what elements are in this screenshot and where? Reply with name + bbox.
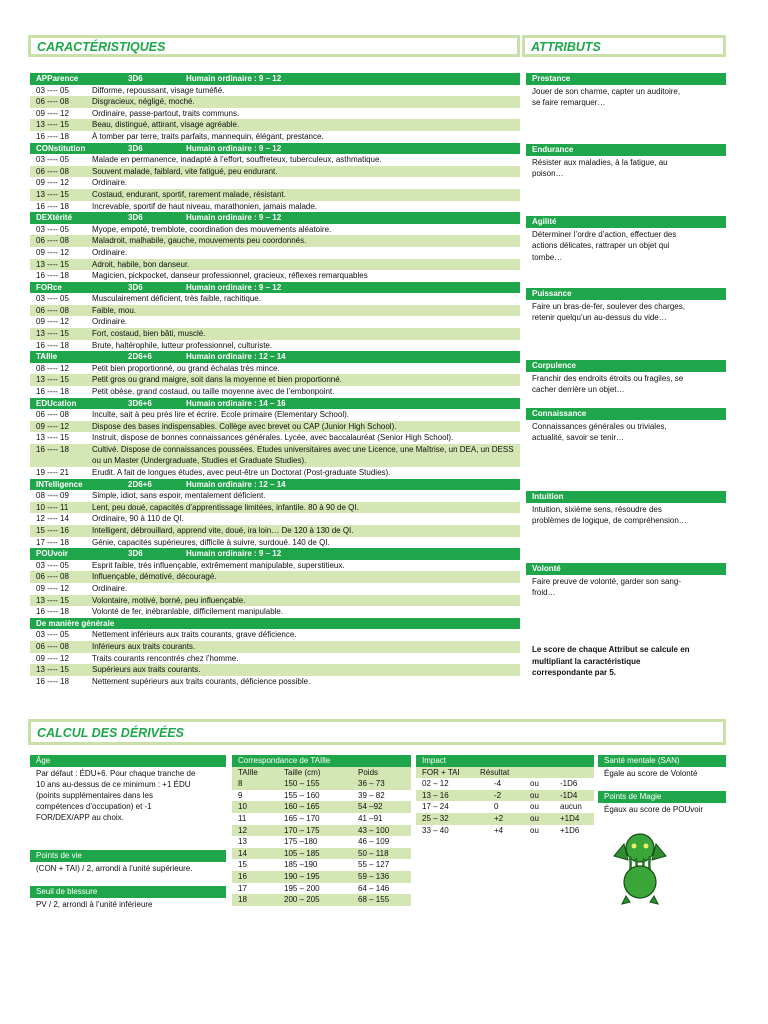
score-range: 09 ---- 12 [36, 108, 69, 118]
attribute-box [526, 216, 726, 263]
attribute-box [526, 563, 726, 599]
characteristic-row [30, 386, 520, 398]
characteristic-row [30, 583, 520, 595]
attribute-box [526, 491, 726, 527]
attribute-description: Résister aux maladies, à la fatigue, au poison… [532, 157, 668, 179]
characteristic-header [30, 143, 520, 155]
score-range: 06 ---- 08 [36, 166, 69, 176]
score-description: Erudit. A fait de longues études, avec peut-être un Doctorat (Post-graduate Studies). [92, 468, 391, 477]
characteristic-header [30, 282, 520, 294]
score-range: 17 ---- 18 [36, 537, 69, 547]
characteristic-name: CONstitution [36, 143, 86, 153]
characteristic-row [30, 224, 520, 236]
impact-row [416, 813, 594, 825]
for-tai-header: FOR + TAI [422, 767, 460, 777]
score-range: 03 ---- 05 [36, 85, 69, 95]
for-tai-range: 13 – 16 [422, 790, 449, 800]
taille-row [232, 813, 411, 825]
characteristic-dice: 2D6+6 [128, 479, 152, 489]
attribute-description: Faire un bras-de-fer, soulever des charges, retenir quelqu’un au-dessus du vide… [532, 301, 685, 323]
impact-result: +4 [494, 825, 504, 835]
impact-row [416, 825, 594, 837]
impact-headers [416, 767, 594, 779]
attribute-box [526, 144, 726, 180]
seuil-title: Seuil de blessure [30, 886, 226, 898]
characteristic-row [30, 571, 520, 583]
score-description: Génie, capacités supérieures, difficile à suivre, surdoué. 140 de QI. [92, 537, 330, 547]
taille-row [232, 790, 411, 802]
score-description: Influençable, démotivé, découragé. [92, 572, 217, 582]
impact-row [416, 801, 594, 813]
characteristic-row [30, 606, 520, 618]
score-range: 13 ---- 15 [36, 120, 69, 130]
attribute-name: Connaissance [526, 408, 726, 420]
characteristic-row [30, 235, 520, 247]
for-tai-range: 33 – 40 [422, 825, 449, 835]
taille-cm: 170 – 175 [284, 825, 320, 835]
poids-value: 39 – 82 [358, 790, 385, 800]
characteristic-ordinary-range: Humain ordinaire : 9 – 12 [186, 213, 282, 223]
characteristic-row [30, 432, 520, 444]
taille-title: Correspondance de TAIlle [232, 755, 411, 767]
taille-cm: 200 – 205 [284, 895, 320, 905]
score-description: Simple, idiot, sans espoir, mentalement déficient. [92, 491, 266, 501]
poids-value: 50 – 118 [358, 848, 389, 858]
taille-col-header: TAIlle [238, 767, 258, 777]
age-text: Par défaut : ÉDU+6. Pour chaque tranche de 10 ans au-dessus de ce minimum : +1 ÉDU (points supplémentaires dans les compétences d’occupation) et -1 FOR/DEX/APP au choix. [36, 768, 196, 823]
taille-cm-header: Taille (cm) [284, 767, 321, 777]
taille-row [232, 848, 411, 860]
attribute-name: Agilité [526, 216, 726, 228]
score-description: Cultivé. Dispose de connaissances poussées. Etudes universitaires avec une Licence, une Maîtrise, un DEA, un DESS ou un Master (Undergraduate, Studies et Graduate Studies). [92, 445, 514, 465]
taille-table [232, 755, 411, 906]
characteristic-name: De manière générale [36, 618, 115, 628]
score-description: Volontaire, motivé, borné, peu influençable. [92, 595, 246, 605]
score-description: Ordinaire, passe-partout, traits communs. [92, 108, 240, 118]
characteristic-header [30, 548, 520, 560]
score-range: 09 ---- 12 [36, 178, 69, 188]
magie-title: Points de Magie [598, 791, 726, 803]
characteristic-row [30, 363, 520, 375]
score-description: Inférieurs aux traits courants. [92, 641, 196, 651]
poids-value: 55 – 127 [358, 860, 390, 870]
score-range: 15 ---- 16 [36, 525, 69, 535]
characteristic-header [30, 398, 520, 410]
score-description: Petit obèse, grand costaud, ou taille moyenne avec de l’embonpoint. [92, 387, 335, 397]
score-description: Petit gros ou grand maigre, soit dans la moyenne et bien proportionné. [92, 375, 342, 385]
characteristic-name: FORce [36, 282, 62, 292]
impact-dice: +1D4 [560, 813, 580, 823]
score-range: 16 ---- 18 [36, 201, 69, 211]
taille-row [232, 801, 411, 813]
characteristic-dice: 3D6 [128, 213, 143, 223]
taille-cm: 150 – 155 [284, 779, 320, 789]
impact-dice: -1D6 [560, 779, 578, 789]
score-description: Malade en permanence, inadapté à l’effort, souffreteux, tuberculeux, asthmatique. [92, 155, 382, 165]
characteristic-row [30, 409, 520, 421]
impact-row [416, 790, 594, 802]
score-description: Myope, empoté, tremblote, coordination des mouvements aléatoire. [92, 224, 332, 234]
taille-value: 8 [238, 779, 243, 789]
attribute-name: Prestance [526, 73, 726, 85]
attribute-description: Déterminer l’ordre d’action, effectuer des actions délicates, rattraper un objet qui tombe… [532, 229, 677, 262]
characteristic-header [30, 351, 520, 363]
score-description: À tomber par terre, traits parfaits, mannequin, élégant, prestance. [92, 131, 324, 141]
score-description: Musculairement déficient, très faible, rachitique. [92, 294, 261, 304]
score-range: 03 ---- 05 [36, 155, 69, 165]
characteristic-header [30, 618, 520, 630]
characteristic-name: DEXtérité [36, 213, 73, 223]
characteristic-row [30, 305, 520, 317]
score-description: Ordinaire, 90 à 110 de QI. [92, 514, 184, 524]
score-description: Difforme, repoussant, visage tuméfié. [92, 85, 225, 95]
score-description: Intelligent, débrouillard, apprend vite, doué, ira loin… De 120 à 130 de QI. [92, 525, 354, 535]
score-range: 03 ---- 05 [36, 630, 69, 640]
score-range: 06 ---- 08 [36, 97, 69, 107]
characteristic-ordinary-range: Humain ordinaire : 9 – 12 [186, 549, 282, 559]
taille-value: 13 [238, 837, 247, 847]
score-description: Instruit, dispose de bonnes connaissances générales. Lycée, avec baccalauréat (Senior High School). [92, 433, 454, 443]
score-description: Brute, haltérophile, lutteur professionnel, culturiste. [92, 340, 273, 350]
characteristic-ordinary-range: Humain ordinaire : 14 – 16 [186, 398, 286, 408]
score-description: Disgracieux, négligé, moché. [92, 97, 195, 107]
characteristic-row [30, 340, 520, 352]
taille-row [232, 778, 411, 790]
attribute-description: Intuition, sixième sens, résoudre des problèmes de logique, de compréhension… [532, 504, 687, 526]
score-description: Petit bien proportionné, ou grand échalas très mince. [92, 363, 280, 373]
characteristic-row [30, 513, 520, 525]
characteristic-row [30, 525, 520, 537]
attribute-box [526, 360, 726, 396]
score-range: 16 ---- 18 [36, 676, 69, 686]
impact-or: ou [530, 802, 539, 812]
san-title: Santé mentale (SAN) [598, 755, 726, 767]
age-title: Âge [30, 755, 226, 767]
characteristic-row [30, 560, 520, 572]
characteristic-ordinary-range: Humain ordinaire : 9 – 12 [186, 282, 282, 292]
characteristic-row [30, 653, 520, 665]
characteristic-row [30, 444, 520, 467]
seuil-box [30, 886, 226, 910]
taille-value: 16 [238, 871, 247, 881]
score-range: 09 ---- 12 [36, 421, 69, 431]
score-range: 13 ---- 15 [36, 329, 69, 339]
characteristic-row [30, 328, 520, 340]
taille-cm: 160 – 165 [284, 802, 320, 812]
pv-title: Points de vie [30, 850, 226, 862]
characteristic-name: INTelligence [36, 479, 83, 489]
score-range: 13 ---- 15 [36, 375, 69, 385]
taille-cm: 165 – 170 [284, 813, 320, 823]
attribute-description: Connaissances générales ou triviales, actualité, savoir se tenir… [532, 421, 667, 443]
characteristic-row [30, 502, 520, 514]
attribute-name: Volonté [526, 563, 726, 575]
characteristic-name: TAIlle [36, 352, 58, 362]
score-range: 09 ---- 12 [36, 583, 69, 593]
attribute-name: Endurance [526, 144, 726, 156]
characteristic-dice: 3D6 [128, 549, 143, 559]
impact-row [416, 778, 594, 790]
score-range: 06 ---- 08 [36, 236, 69, 246]
characteristic-name: EDUcation [36, 398, 77, 408]
score-range: 16 ---- 18 [36, 131, 69, 141]
taille-row [232, 894, 411, 906]
characteristic-row [30, 189, 520, 201]
attribute-calculation-note: Le score de chaque Attribut se calcule en multipliant la caractéristique correspondante par 5. [532, 645, 690, 677]
taille-value: 9 [238, 790, 243, 800]
score-description: Adroit, habile, bon danseur. [92, 259, 190, 269]
taille-cm: 190 – 195 [284, 871, 320, 881]
characteristics-table [30, 73, 520, 687]
score-description: Nettement supérieurs aux traits courants, déficience possible. [92, 676, 311, 686]
taille-cm: 195 – 200 [284, 883, 320, 893]
poids-value: 59 – 136 [358, 871, 390, 881]
score-description: Magicien, pickpocket, danseur professionnel, gracieux, réflexes remarquables [92, 271, 368, 281]
impact-result: -4 [494, 779, 502, 789]
score-description: Ordinaire. [92, 178, 128, 188]
impact-dice: +1D6 [560, 825, 580, 835]
characteristic-row [30, 629, 520, 641]
score-range: 06 ---- 08 [36, 641, 69, 651]
score-description: Ordinaire. [92, 583, 128, 593]
attribute-description: Faire preuve de volonté, garder son sang- froid… [532, 576, 681, 598]
characteristic-row [30, 96, 520, 108]
san-box [598, 755, 726, 779]
characteristic-row [30, 201, 520, 213]
characteristic-row [30, 641, 520, 653]
attribute-box [526, 288, 726, 324]
characteristic-name: POUvoir [36, 549, 69, 559]
score-range: 08 ---- 12 [36, 363, 69, 373]
taille-row [232, 859, 411, 871]
taille-value: 14 [238, 848, 247, 858]
characteristic-row [30, 467, 520, 479]
taille-row [232, 825, 411, 837]
resultat-header: Résultat [480, 767, 510, 777]
score-range: 13 ---- 15 [36, 595, 69, 605]
score-description: Beau, distingué, attirant, visage agréable. [92, 120, 240, 130]
characteristic-dice: 3D6 [128, 143, 143, 153]
characteristic-row [30, 293, 520, 305]
san-text: Égale au score de Volonté [604, 768, 698, 778]
impact-or: ou [530, 790, 539, 800]
score-description: Maladroit, malhabile, gauche, mouvements peu coordonnés. [92, 236, 307, 246]
score-range: 16 ---- 18 [36, 340, 69, 350]
calcul-title: CALCUL DES DÉRIVÉES [28, 719, 726, 745]
score-range: 13 ---- 15 [36, 665, 69, 675]
score-range: 16 ---- 18 [36, 271, 69, 281]
score-range: 13 ---- 15 [36, 259, 69, 269]
impact-or: ou [530, 779, 539, 789]
characteristic-row [30, 247, 520, 259]
characteristic-ordinary-range: Humain ordinaire : 12 – 14 [186, 479, 286, 489]
characteristic-row [30, 537, 520, 549]
taille-cm: 175 –180 [284, 837, 318, 847]
characteristic-header [30, 73, 520, 85]
score-range: 16 ---- 18 [36, 607, 69, 617]
characteristic-row [30, 166, 520, 178]
pv-text: (CON + TAI) / 2, arrondi à l’unité supérieure. [36, 863, 193, 873]
score-description: Esprit faible, très influençable, extrêmement manipulable, superstitieux. [92, 560, 345, 570]
seuil-text: PV / 2, arrondi à l’unité inférieure [36, 899, 153, 909]
impact-dice: aucun [560, 802, 582, 812]
characteristic-ordinary-range: Humain ordinaire : 9 – 12 [186, 74, 282, 83]
impact-or: ou [530, 813, 539, 823]
score-range: 16 ---- 18 [36, 445, 69, 454]
characteristic-row [30, 676, 520, 688]
impact-dice: -1D4 [560, 790, 578, 800]
score-range: 03 ---- 05 [36, 294, 69, 304]
impact-result: 0 [494, 802, 499, 812]
score-range: 06 ---- 08 [36, 572, 69, 582]
characteristic-row [30, 270, 520, 282]
attributs-title: ATTRIBUTS [522, 35, 726, 57]
taille-row [232, 883, 411, 895]
attribute-box [526, 408, 726, 444]
for-tai-range: 02 – 12 [422, 779, 449, 789]
characteristic-row [30, 316, 520, 328]
characteristic-row [30, 85, 520, 97]
characteristic-dice: 3D6 [128, 282, 143, 292]
characteristic-row [30, 664, 520, 676]
characteristic-name: APParence [36, 74, 79, 83]
characteristic-row [30, 259, 520, 271]
score-range: 03 ---- 05 [36, 560, 69, 570]
score-range: 13 ---- 15 [36, 189, 69, 199]
for-tai-range: 25 – 32 [422, 813, 449, 823]
poids-value: 64 – 146 [358, 883, 390, 893]
characteristic-row [30, 119, 520, 131]
impact-result: +2 [494, 813, 504, 823]
impact-result: -2 [494, 790, 502, 800]
taille-headers [232, 767, 411, 779]
score-description: Lent, peu doué, capacités d’apprentissage limitées, infantile. 80 à 90 de QI. [92, 502, 359, 512]
impact-table [416, 755, 594, 836]
attribute-description: Jouer de son charme, capter un auditoire, se faire remarquer… [532, 86, 681, 108]
score-range: 06 ---- 08 [36, 305, 69, 315]
poids-header: Poids [358, 767, 379, 777]
score-description: Increvable, sportif de haut niveau, marathonien, jamais malade. [92, 201, 318, 211]
attribute-box [526, 73, 726, 109]
taille-value: 11 [238, 813, 247, 823]
poids-value: 54 –92 [358, 802, 383, 812]
characteristic-row [30, 154, 520, 166]
characteristic-dice: 3D6+6 [128, 398, 152, 408]
poids-value: 41 –91 [358, 813, 383, 823]
taille-value: 10 [238, 802, 247, 812]
taille-cm: 185 –190 [284, 860, 318, 870]
score-description: Souvent malade, faiblard, vite fatigué, peu endurant. [92, 166, 278, 176]
poids-value: 46 – 109 [358, 837, 390, 847]
score-description: Fort, costaud, bien bâti, musclé. [92, 329, 206, 339]
impact-or: ou [530, 825, 539, 835]
magie-text: Égaux au score de POUvoir [604, 804, 704, 814]
characteristic-row [30, 131, 520, 143]
characteristic-row [30, 421, 520, 433]
magie-box [598, 791, 726, 815]
score-range: 06 ---- 08 [36, 410, 69, 420]
score-range: 12 ---- 14 [36, 514, 69, 524]
score-description: Nettement inférieurs aux traits courants, grave déficience. [92, 630, 297, 640]
score-range: 10 ---- 11 [36, 502, 69, 512]
taille-row [232, 836, 411, 848]
score-description: Dispose des bases indispensables. Collège avec brevet ou CAP (Junior High School). [92, 421, 397, 431]
poids-value: 43 – 100 [358, 825, 390, 835]
taille-value: 17 [238, 883, 247, 893]
score-range: 03 ---- 05 [36, 224, 69, 234]
taille-cm: 155 – 160 [284, 790, 320, 800]
caracteristiques-title: CARACTÉRISTIQUES [28, 35, 520, 57]
characteristic-ordinary-range: Humain ordinaire : 9 – 12 [186, 143, 282, 153]
characteristic-header [30, 212, 520, 224]
for-tai-range: 17 – 24 [422, 802, 449, 812]
score-description: Ordinaire. [92, 247, 128, 257]
characteristic-row [30, 108, 520, 120]
attribute-name: Puissance [526, 288, 726, 300]
score-range: 19 ---- 21 [36, 468, 69, 477]
poids-value: 36 – 73 [358, 779, 385, 789]
score-description: Supérieurs aux traits courants. [92, 665, 201, 675]
score-range: 16 ---- 18 [36, 387, 69, 397]
score-description: Volonté de fer, inébranlable, difficilement manipulable. [92, 607, 284, 617]
attribute-name: Corpulence [526, 360, 726, 372]
score-range: 13 ---- 15 [36, 433, 69, 443]
score-range: 09 ---- 12 [36, 247, 69, 257]
taille-value: 12 [238, 825, 247, 835]
score-description: Costaud, endurant, sportif, rarement malade, résistant. [92, 189, 286, 199]
characteristic-row [30, 595, 520, 607]
impact-title: Impact [416, 755, 594, 767]
score-range: 09 ---- 12 [36, 653, 69, 663]
characteristic-dice: 3D6 [128, 74, 143, 83]
score-description: Ordinaire. [92, 317, 128, 327]
pv-box [30, 850, 226, 874]
taille-value: 15 [238, 860, 247, 870]
cthulhu-mascot-icon [608, 826, 672, 906]
taille-value: 18 [238, 895, 247, 905]
characteristic-header [30, 479, 520, 491]
taille-cm: 105 – 185 [284, 848, 320, 858]
score-range: 09 ---- 12 [36, 317, 69, 327]
attribute-description: Franchir des endroits étroits ou fragiles, se cacher derrière un objet… [532, 373, 684, 395]
score-description: Faible, mou. [92, 305, 137, 315]
characteristic-row [30, 177, 520, 189]
attribute-name: Intuition [526, 491, 726, 503]
score-range: 08 ---- 09 [36, 491, 69, 501]
poids-value: 68 – 155 [358, 895, 390, 905]
characteristic-dice: 2D6+6 [128, 352, 152, 362]
age-box [30, 755, 226, 824]
characteristic-row [30, 374, 520, 386]
score-description: Inculte, sait à peu près lire et écrire. Ecole primaire (Elementary School). [92, 410, 349, 420]
characteristic-row [30, 490, 520, 502]
score-description: Traits courants rencontrés chez l’homme. [92, 653, 239, 663]
taille-row [232, 871, 411, 883]
characteristic-ordinary-range: Humain ordinaire : 12 – 14 [186, 352, 286, 362]
